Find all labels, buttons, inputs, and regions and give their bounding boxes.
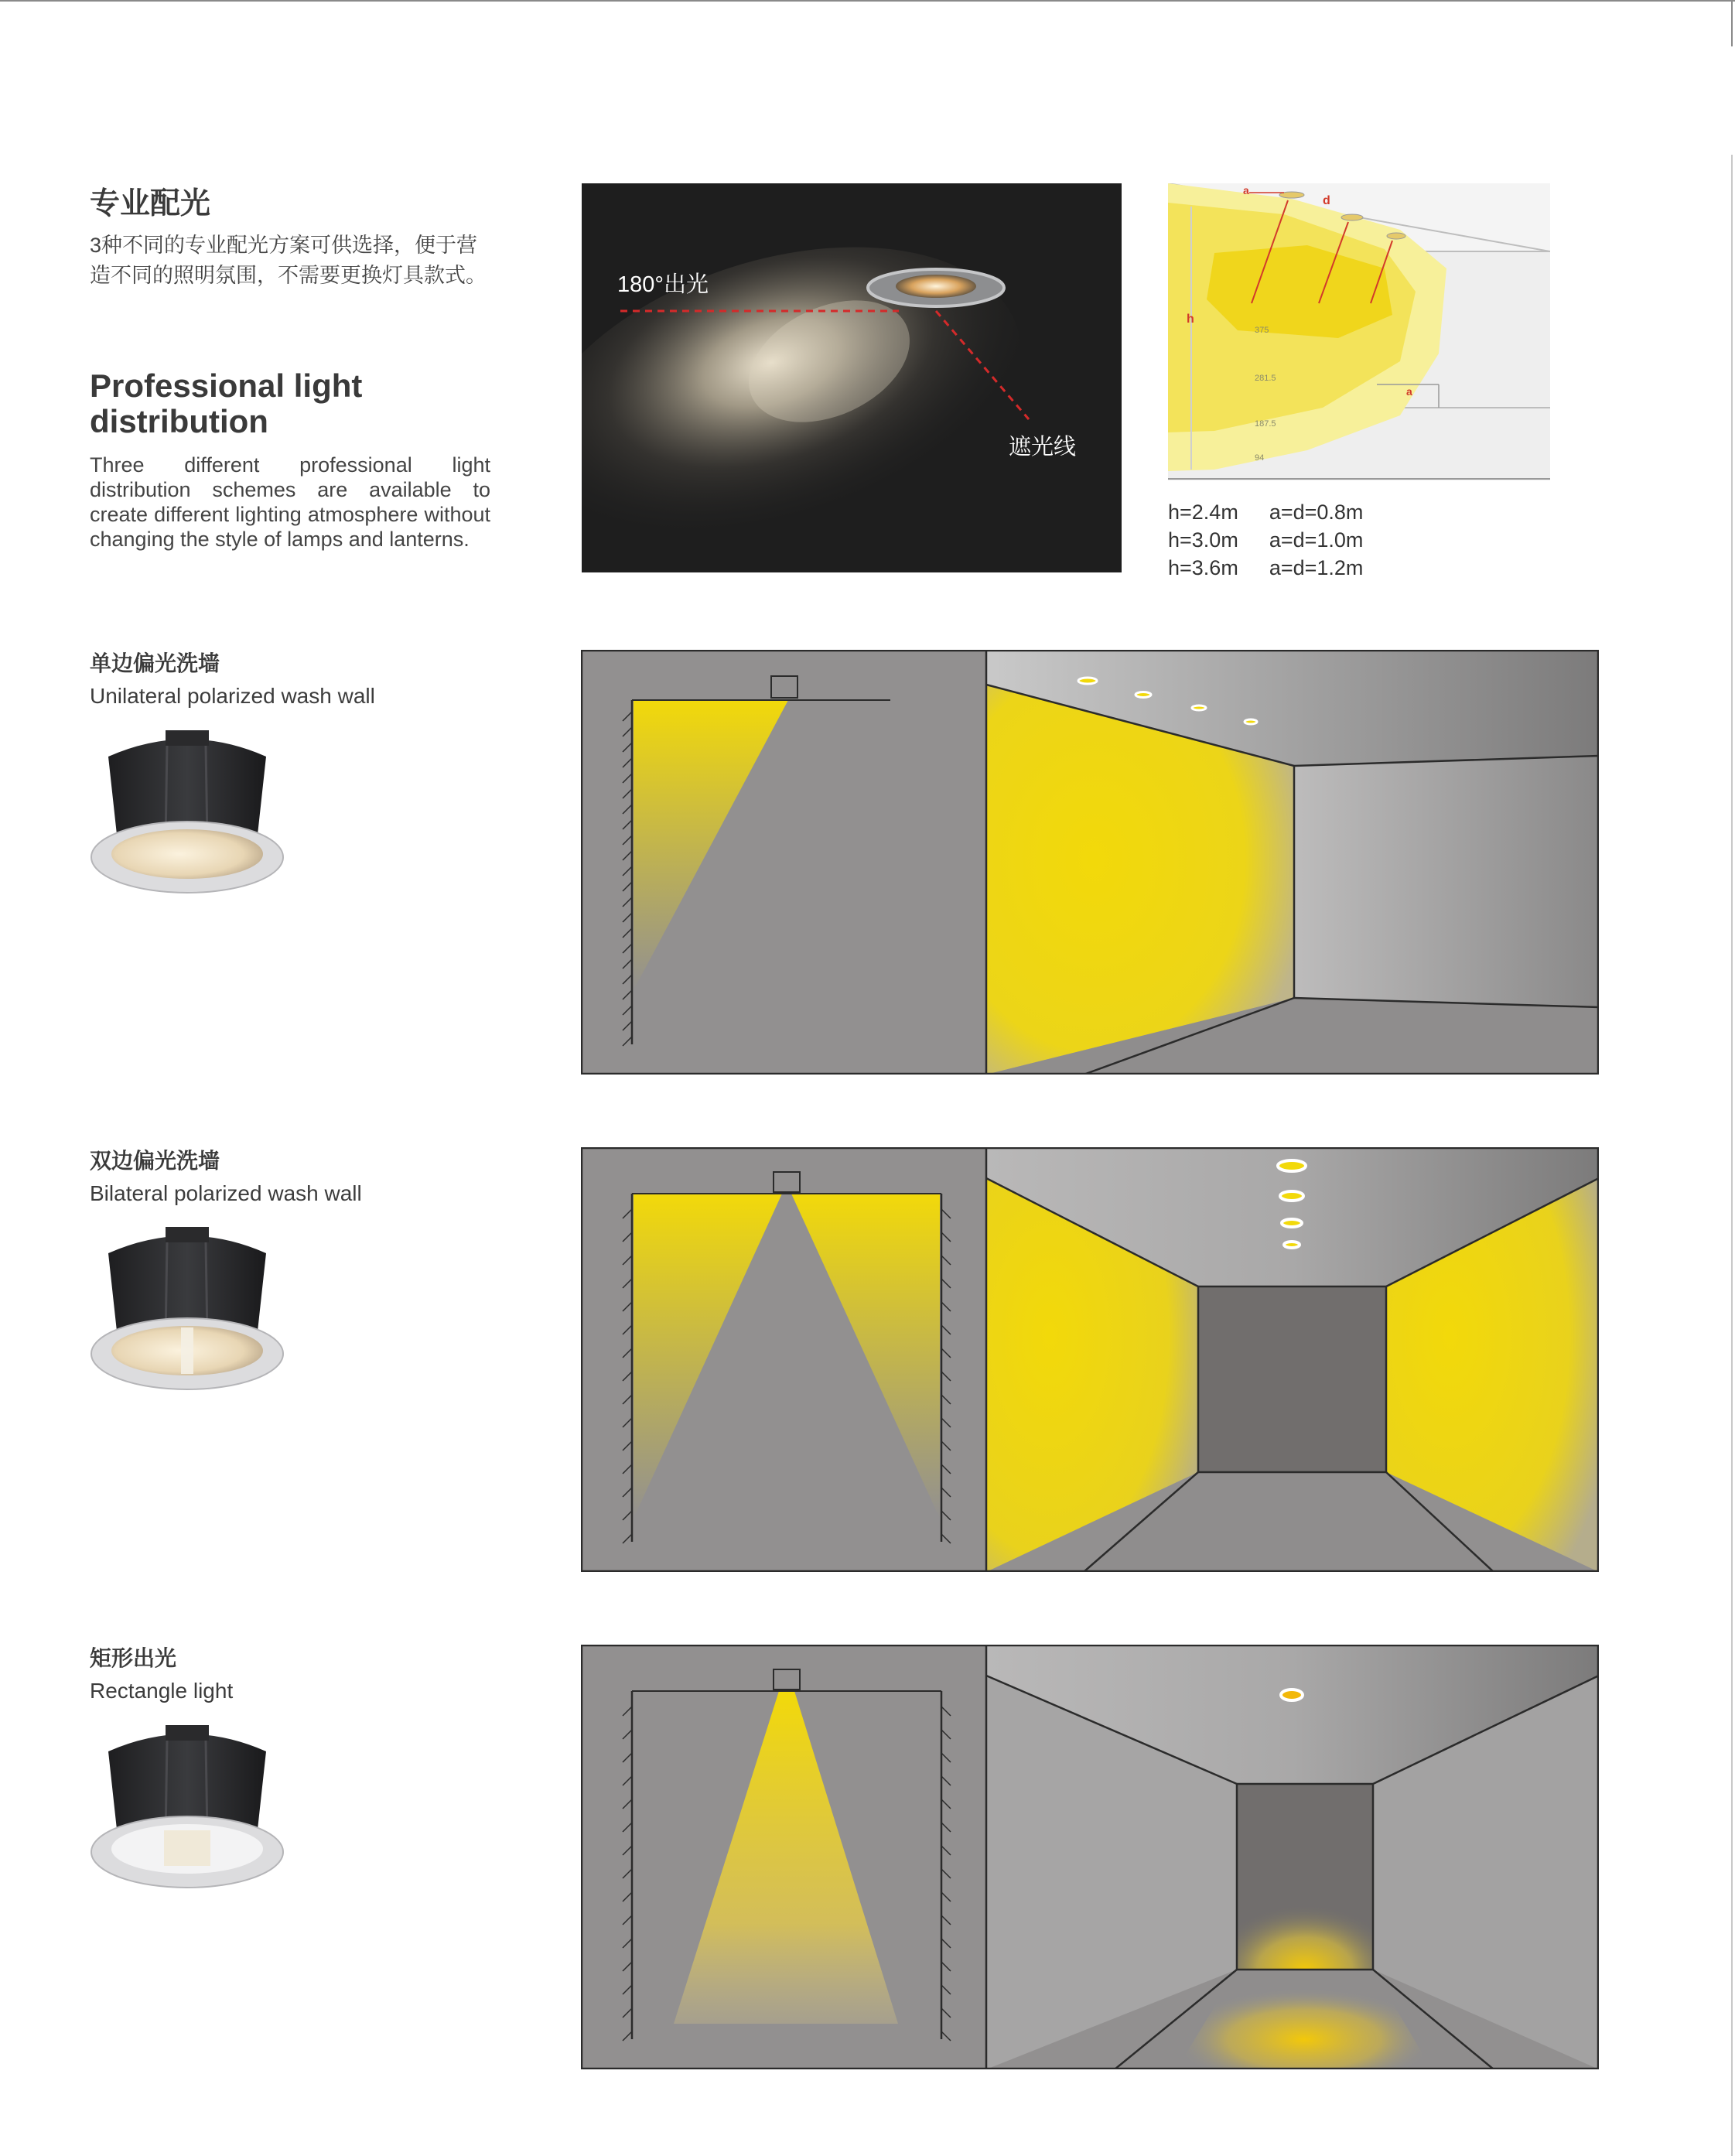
illustration-rectangle [581,1645,1599,2069]
lamp-lens [896,275,976,298]
spec-ad: a=d=1.2m [1269,556,1364,579]
right-border-line [1731,0,1733,46]
section-unilateral-heading [90,647,375,709]
top-border-line [0,0,1735,2]
intro-desc-zh: 3种不同的专业配光方案可供选择，便于营造不同的照明氛围，不需要更换灯具款式。 [90,234,487,287]
product-image-rectangle [90,1720,285,1898]
spec-row [1168,498,1394,526]
spec-list [1168,498,1394,582]
chart-label-a-top: a [1243,184,1249,196]
spec-h: h=3.0m [1168,528,1238,552]
spec-row [1168,554,1394,582]
spec-h: h=3.6m [1168,556,1238,579]
spec-ad: a=d=0.8m [1269,501,1364,524]
chart-label-h: h [1187,313,1194,326]
right-margin-line [1731,155,1733,2156]
contour-label: 375 [1255,326,1269,335]
section-title-zh: 双边偏光洗墙 [90,1149,220,1173]
spec-ad: a=d=1.0m [1269,528,1364,552]
section-title-zh: 单边偏光洗墙 [90,651,220,675]
chart-label-d: d [1323,194,1330,207]
section-title-zh: 矩形出光 [90,1646,177,1670]
hero-shield-label: 遮光线 [1009,435,1077,460]
section-title-en: Rectangle light [90,1679,234,1703]
illuminance-diagram [1168,183,1550,480]
illustration-unilateral [581,650,1599,1075]
chart-label-a-side: a [1406,385,1412,398]
contour-label: 94 [1255,453,1265,463]
intro-title-en: Professional light distribution [90,367,363,439]
spec-row [1168,526,1394,554]
product-image-unilateral [90,726,285,904]
section-bilateral-heading [90,1144,362,1206]
section-rectangle-heading [90,1642,233,1703]
hero-beam-photo [582,183,1122,572]
contour-label: 187.5 [1255,419,1276,429]
spec-h: h=2.4m [1168,501,1238,524]
section-title-en: Unilateral polarized wash wall [90,684,375,708]
section-title-en: Bilateral polarized wash wall [90,1181,362,1205]
contour-label: 281.5 [1255,374,1276,383]
intro-desc-en: Three different professional light distribution schemes are available to create different lighting atmosphere without changing the style of lamps and lanterns. [90,453,490,551]
product-image-bilateral [90,1222,285,1400]
hero-angle-label: 180°出光 [617,272,709,297]
illustration-bilateral [581,1147,1599,1572]
intro-title-zh: 专业配光 [90,187,211,220]
